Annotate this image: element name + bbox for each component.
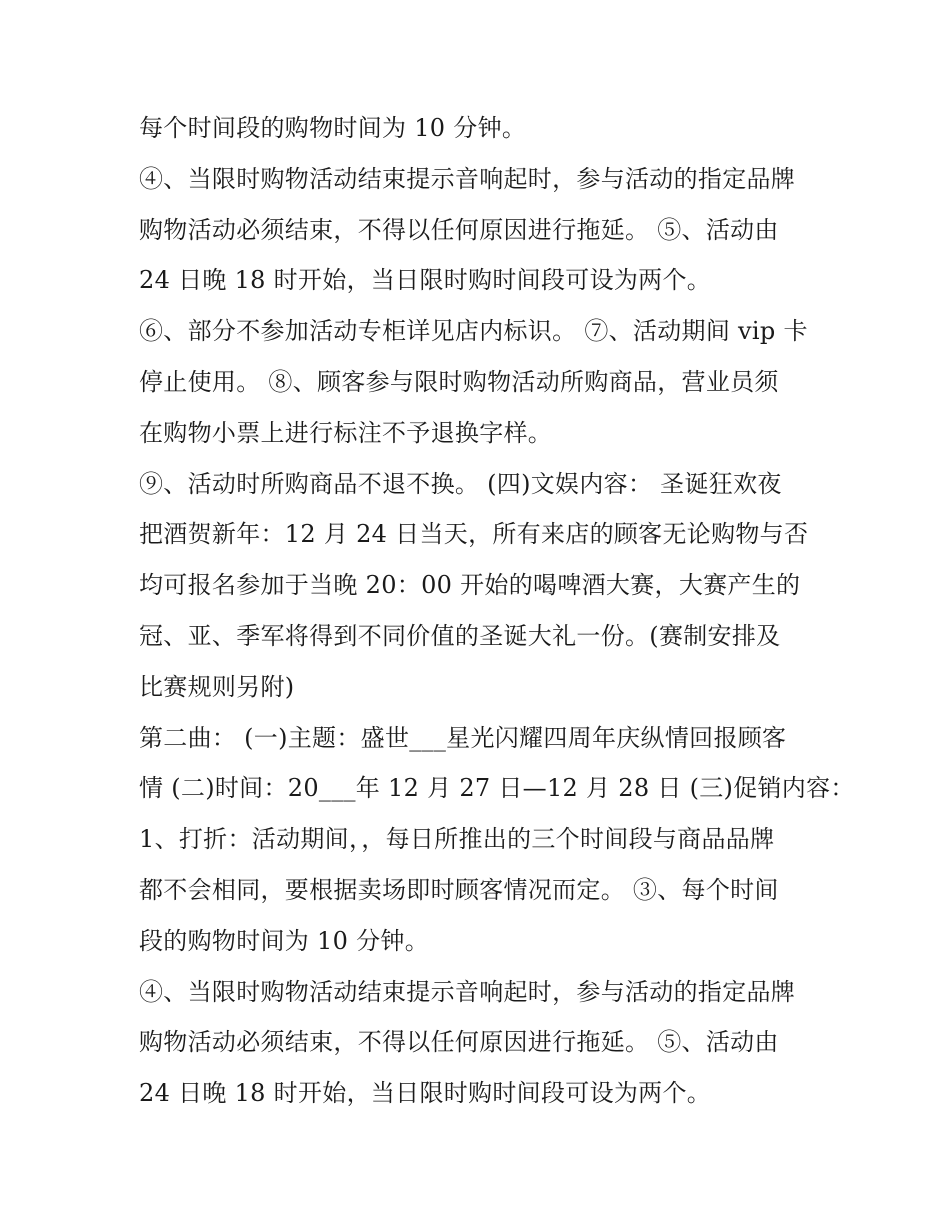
text-line: 第二曲： (一)主题：盛世___星光闪耀四周年庆纵情回报顾客 — [139, 723, 787, 752]
text-line: 1、打折：活动期间，，每日所推出的三个时间段与商品品牌 — [139, 825, 775, 854]
text-line: 都不会相同，要根据卖场即时顾客情况而定。 ③、每个时间 — [139, 875, 779, 904]
text-line: 冠、亚、季军将得到不同价值的圣诞大礼一份。(赛制安排及 — [139, 621, 781, 650]
text-line: 段的购物时间为 10 分钟。 — [139, 926, 429, 955]
text-line: 情 (二)时间：20___年 12 月 27 日—12 月 28 日 (三)促销内容： — [139, 774, 855, 803]
text-line: 停止使用。 ⑧、顾客参与限时购物活动所购商品，营业员须 — [139, 367, 779, 396]
text-line: 购物活动必须结束，不得以任何原因进行拖延。 ⑤、活动由 — [139, 215, 779, 244]
text-line: 把酒贺新年：12 月 24 日当天，所有来店的顾客无论购物与否 — [139, 520, 809, 549]
document-body — [139, 103, 855, 1119]
text-line: 均可报名参加于当晚 20：00 开始的喝啤酒大赛，大赛产生的 — [139, 571, 801, 600]
text-line: 24 日晚 18 时开始，当日限时购时间段可设为两个。 — [139, 266, 712, 295]
text-line: 购物活动必须结束，不得以任何原因进行拖延。 ⑤、活动由 — [139, 1028, 779, 1057]
text-line: ④、当限时购物活动结束提示音响起时，参与活动的指定品牌 — [139, 164, 796, 193]
text-line: 24 日晚 18 时开始，当日限时购时间段可设为两个。 — [139, 1079, 712, 1108]
text-line: 每个时间段的购物时间为 10 分钟。 — [139, 114, 527, 142]
text-line: ⑨、活动时所购商品不退不换。 (四)文娱内容： 圣诞狂欢夜 — [139, 469, 782, 498]
text-line: ⑥、部分不参加活动专柜详见店内标识。 ⑦、活动期间 vip 卡 — [139, 317, 808, 346]
text-line: 在购物小票上进行标注不予退换字样。 — [139, 418, 553, 447]
text-line: 比赛规则另附) — [139, 672, 295, 701]
text-line: ④、当限时购物活动结束提示音响起时，参与活动的指定品牌 — [139, 977, 796, 1006]
